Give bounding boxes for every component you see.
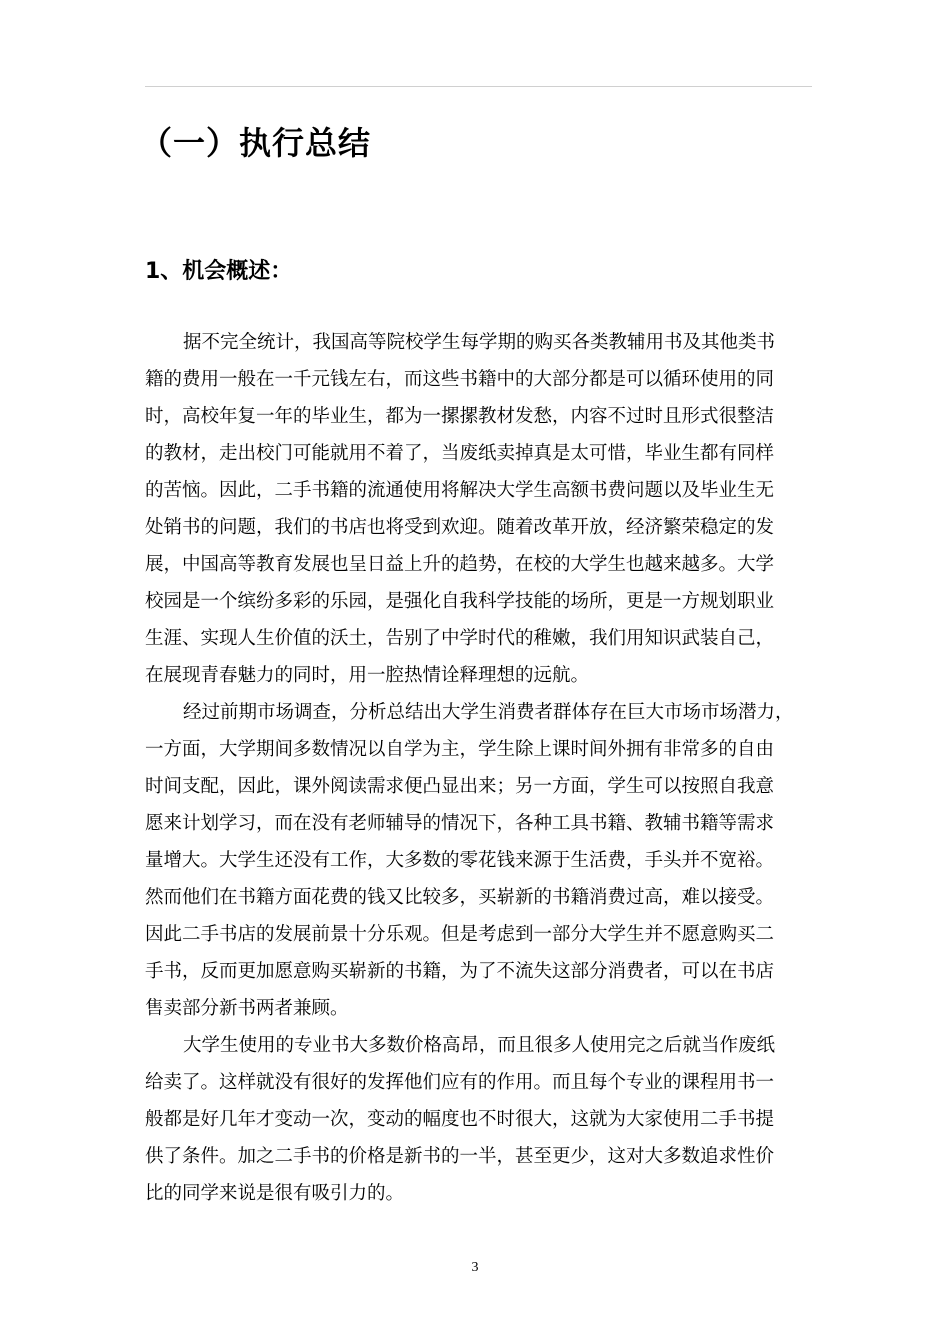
text-line: 籍的费用一般在一千元钱左右，而这些书籍中的大部分都是可以循环使用的同: [145, 369, 775, 390]
text-line: 的苦恼。因此，二手书籍的流通使用将解决大学生高额书费问题以及毕业生无: [145, 480, 775, 501]
text-line: 因此二手书店的发展前景十分乐观。但是考虑到一部分大学生并不愿意购买二: [145, 924, 775, 945]
section-heading: 1、机会概述：: [145, 259, 293, 284]
text-line: 愿来计划学习，而在没有老师辅导的情况下，各种工具书籍、教辅书籍等需求: [145, 813, 775, 834]
text-line: 在展现青春魅力的同时，用一腔热情诠释理想的远航。: [145, 665, 590, 686]
text-line: 给卖了。这样就没有很好的发挥他们应有的作用。而且每个专业的课程用书一: [145, 1072, 775, 1093]
text-line: 生涯、实现人生价值的沃土，告别了中学时代的稚嫩，我们用知识武装自己，: [145, 628, 775, 649]
page-title: （一）执行总结: [140, 124, 372, 162]
text-line: 般都是好几年才变动一次，变动的幅度也不时很大，这就为大家使用二手书提: [145, 1109, 775, 1130]
text-line: 经过前期市场调查，分析总结出大学生消费者群体存在巨大市场市场潜力，: [183, 702, 794, 723]
paragraph: [145, 694, 817, 1027]
text-line: 然而他们在书籍方面花费的钱又比较多，买崭新的书籍消费过高，难以接受。: [145, 887, 775, 908]
paragraph: [145, 324, 817, 694]
text-line: 展，中国高等教育发展也呈日益上升的趋势，在校的大学生也越来越多。大学: [145, 554, 775, 575]
text-line: 量增大。大学生还没有工作，大多数的零花钱来源于生活费，手头并不宽裕。: [145, 850, 775, 871]
text-line: 售卖部分新书两者兼顾。: [145, 998, 349, 1019]
text-line: 一方面，大学期间多数情况以自学为主，学生除上课时间外拥有非常多的自由: [145, 739, 775, 760]
text-line: 时，高校年复一年的毕业生，都为一摞摞教材发愁，内容不过时且形式很整洁: [145, 406, 775, 427]
body-text: [145, 324, 817, 1212]
header-rule: [145, 86, 812, 87]
text-line: 据不完全统计，我国高等院校学生每学期的购买各类教辅用书及其他类书: [183, 332, 776, 353]
text-line: 的教材，走出校门可能就用不着了，当废纸卖掉真是太可惜，毕业生都有同样: [145, 443, 775, 464]
text-line: 校园是一个缤纷多彩的乐园，是强化自我科学技能的场所，更是一方规划职业: [145, 591, 775, 612]
text-line: 处销书的问题，我们的书店也将受到欢迎。随着改革开放，经济繁荣稳定的发: [145, 517, 775, 538]
text-line: 大学生使用的专业书大多数价格高昂，而且很多人使用完之后就当作废纸: [183, 1035, 776, 1056]
text-line: 手书，反而更加愿意购买崭新的书籍，为了不流失这部分消费者，可以在书店: [145, 961, 775, 982]
text-line: 比的同学来说是很有吸引力的。: [145, 1183, 405, 1204]
text-line: 供了条件。加之二手书的价格是新书的一半，甚至更少，这对大多数追求性价: [145, 1146, 775, 1167]
paragraph: [145, 1027, 817, 1212]
text-line: 时间支配，因此，课外阅读需求便凸显出来；另一方面，学生可以按照自我意: [145, 776, 775, 797]
page-number: 3: [471, 1260, 479, 1275]
